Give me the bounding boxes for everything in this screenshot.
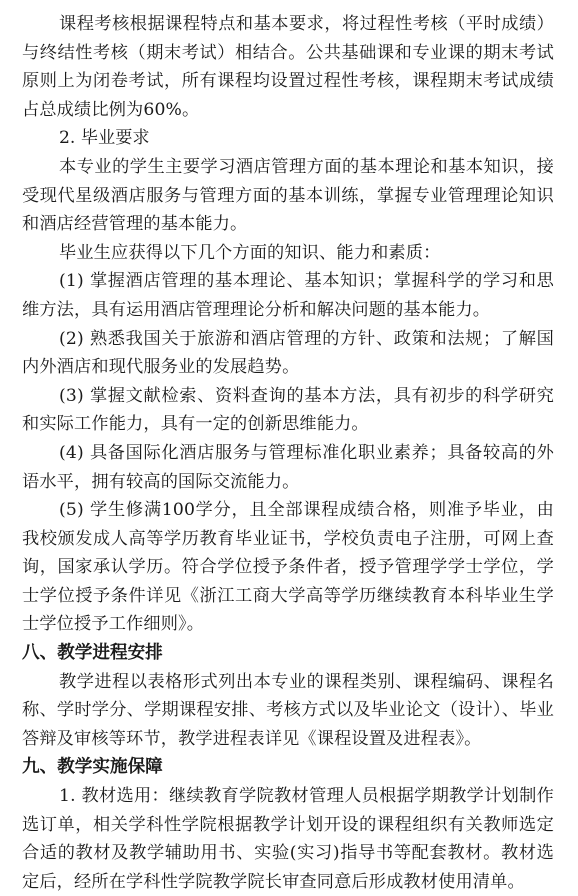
requirement-item-1: (1) 掌握酒店管理的基本理论、基本知识；掌握科学的学习和思维方法，具有运用酒店管理理论分析和解决问题的基本能力。 [22, 271, 554, 320]
assessment-paragraph: 课程考核根据课程特点和基本要求，将过程性考核（平时成绩）与终结性考核（期末考试）相结合。公共基础课和专业课的期末考试原则上为闭卷考试，所有课程均设置过程性考核，课程期末考试成绩占总成绩比例为60%。 [22, 14, 554, 120]
requirement-item-3: (3) 掌握文献检索、资料查询的基本方法，具有初步的科学研究和实际工作能力，具有一定的创新思维能力。 [22, 385, 554, 435]
requirement-item-2: (2) 熟悉我国关于旅游和酒店管理的方针、政策和法规；了解国内外酒店和现代服务业的发展趋势。 [22, 328, 554, 378]
section-9-paragraph: 1. 教材选用：继续教育学院教材管理人员根据学期教学计划制作选订单，相关学科性学院根据教学计划开设的课程组织有关教师选定合适的教材及教学辅助用书、实验(实习)指导书等配套教材。教材选定后，经所在学科性学院教学院长审查同意后形成教材使用清单。 [22, 786, 554, 892]
abilities-intro-paragraph: 毕业生应获得以下几个方面的知识、能力和素质： [59, 242, 441, 263]
graduation-requirements-label: 2. 毕业要求 [59, 128, 150, 149]
section-9-heading: 九、教学实施保障 [22, 757, 163, 778]
section-8-heading: 八、教学进程安排 [22, 643, 163, 664]
graduation-intro-paragraph: 本专业的学生主要学习酒店管理方面的基本理论和基本知识，接受现代星级酒店服务与管理方面的基本训练，掌握专业管理理论知识和酒店经营管理的基本能力。 [22, 156, 554, 235]
requirement-item-5: (5) 学生修满100学分，且全部课程成绩合格，则准予毕业，由我校颁发成人高等学历教育毕业证书，学校负责电子注册，可网上查询，国家承认学历。符合学位授予条件者，授予管理学学士学位，学士学位授予条件详见《浙江工商大学高等学历继续教育本科毕业生学士学位授予工作细则》。 [22, 500, 554, 635]
section-8-paragraph: 教学进程以表格形式列出本专业的课程类别、课程编码、课程名称、学时学分、学期课程安排、考核方式以及毕业论文（设计）、毕业答辩及审核等环节，教学进程表详见《课程设置及进程表》。 [22, 671, 554, 749]
requirement-item-4: (4) 具备国际化酒店服务与管理标准化职业素养；具备较高的外语水平，拥有较高的国际交流能力。 [22, 442, 554, 492]
